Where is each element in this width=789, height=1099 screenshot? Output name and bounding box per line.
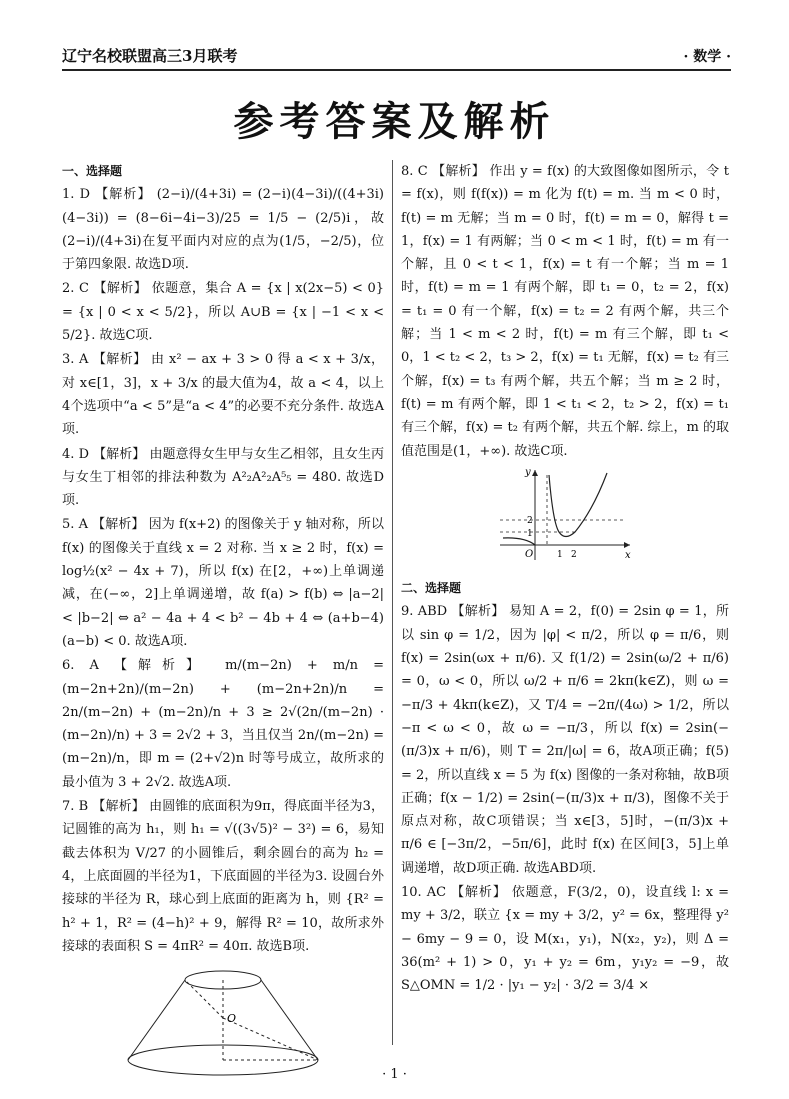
left-column xyxy=(62,160,384,1092)
solution-q6: 6. A 【解析】 m/(m−2n) + m/n = (m−2n+2n)/(m−2n) + (m−2n+2n)/n = 2n/(m−2n) + (m−2n)/n + 3 ≥ 2√(2n/(m−2n) · (m−2n)/n) + 3 = 2√2 + 3，当且仅当 2n/(m−2n) = (m−2n)/n，即 m = (2+√2)n 时等号成立，故所求的最小值为 3 + 2√2. 故选A项. xyxy=(62,658,384,790)
graph-tick-x2: 2 xyxy=(571,549,577,560)
solution-q9: 9. ABD 【解析】 易知 A = 2，f(0) = 2sin φ = 1，所以 sin φ = 1/2，因为 |φ| < π/2，所以 φ = π/6，则 f(x) = 2sin(ωx + π/6). 又 f(1/2) = 2sin(ω/2 + π/6) = 0，ω < 0，所以 ω/2 + π/6 = 2kπ(k∈Z)，则 ω = −π/3 + 4kπ(k∈Z)，又 T/4 = −2π/(4ω) > 1/2，所以 −π < ω < 0，故 ω = −π/3，所以 f(x) = 2sin(−(π/3)x + π/6)，则 T = 2π/|ω| = 6，故A项正确；f(5) = 2，所以直线 x = 5 为 f(x) 图像的一条对称轴，故B项正确；f(x − 1/2) = 2sin(−(π/3)x + π/3)，图像不关于原点对称，故C项错误；当 x∈[3，5]时，−(π/3)x + π/6 ∈ [−3π/2，−5π/6]，此时 f(x) 在区间[3，5]上单调递增，故D项正确. 故选ABD项. xyxy=(401,604,729,876)
right-column xyxy=(401,160,729,999)
section-heading-choice: 一、选择题 xyxy=(62,164,123,178)
graph-tick-x1: 1 xyxy=(557,549,563,560)
graph-tick-y1: 1 xyxy=(527,528,533,539)
column-divider xyxy=(392,160,393,1045)
frustum-sphere-diagram xyxy=(118,960,328,1080)
section-heading-multi: 二、选择题 xyxy=(401,581,462,596)
graph-tick-y2: 2 xyxy=(527,515,533,526)
page-title: 参考答案及解析 xyxy=(233,99,556,145)
page-header xyxy=(62,40,731,71)
solution-q7: 7. B 【解析】 由圆锥的底面积为9π，得底面半径为3，记圆锥的高为 h₁，则 h₁ = √((3√5)² − 3²) = 6，易知截去体积为 V/27 的小圆锥后，剩余圆台的高为 h₂ = 4，上底面圆的半径为1，下底面圆的半径为3. 设圆台外接球的半径为 R，球心到上底面的距离为 h，则 {R² = h² + 1，R² = (4−h)² + 9，解得 R² = 10，故所求外接球的表面积 S = 4πR² = 40π. 故选B项. xyxy=(62,799,384,954)
function-graph xyxy=(495,465,635,565)
figure-label-o: O xyxy=(227,1012,237,1026)
solution-q8: 8. C 【解析】 作出 y = f(x) 的大致图像如图所示，令 t = f(x)，则 f(f(x)) = m 化为 f(t) = m. 当 m < 0 时，f(t) = m 无解；当 m = 0 时，f(t) = m = 0，解得 t = 1，f(x) = 1 有两解；当 0 < m < 1 时，f(t) = m 有一个解，且 0 < t < 1，f(x) = t 有一个解；当 m = 1 时，f(t) = m = 1 有两个解，即 t₁ = 0，t₂ = 2，f(x) = t₁ = 0 有一个解，f(x) = t₂ = 2 有两个解，共三个解；当 1 < m < 2 时，f(t) = m 有三个解，即 t₁ < 0，1 < t₂ < 2，t₃ > 2，f(x) = t₁ 无解，f(x) = t₂ 有三个解，f(x) = t₃ 有两个解，共五个解；当 m ≥ 2 时，f(t) = m 有两个解，即 1 < t₁ < 2，t₂ > 2，f(x) = t₁ 有三个解，f(x) = t₂ 有两个解，共五个解. 综上，m 的取值范围是(1，+∞). 故选C项. xyxy=(401,164,729,459)
solution-q5: 5. A 【解析】 因为 f(x+2) 的图像关于 y 轴对称，所以 f(x) 的图像关于直线 x = 2 对称. 当 x ≥ 2 时，f(x) = log½(x² − 4x + 7)，所以 f(x) 在[2，+∞)上单调递减，在(−∞，2]上单调递增，故 f(a) > f(b) ⇔ |a−2| < |b−2| ⇔ a² − 4a + 4 < b² − 4b + 4 ⇔ (a+b−4)(a−b) < 0. 故选A项. xyxy=(62,517,384,649)
solution-q10: 10. AC 【解析】 依题意，F(3/2，0)，设直线 l: x = my + 3/2，联立 {x = my + 3/2，y² = 6x，整理得 y² − 6my − 9 = 0，设 M(x₁，y₁)，N(x₂，y₂)，则 Δ = 36(m² + 1) > 0，y₁ + y₂ = 6m，y₁y₂ = −9，故 S△OMN = 1/2 · |y₁ − y₂| · 3/2 = 3/4 × xyxy=(401,885,729,994)
solution-q2: 2. C 【解析】 依题意，集合 A = {x | x(2x−5) < 0} = {x | 0 < x < 5/2}，所以 A∪B = {x | −1 < x < 5/2}. 故选C项. xyxy=(62,281,384,344)
page-number: · 1 · xyxy=(382,1067,407,1082)
solution-q1: 1. D 【解析】 (2−i)/(4+3i) = (2−i)(4−3i)/((4+3i)(4−3i)) = (8−6i−4i−3)/25 = 1/5 − (2/5)i，故(2−i)/(4+3i)在复平面内对应的点为(1/5，−2/5)，位于第四象限. 故选D项. xyxy=(62,187,384,273)
solution-q4: 4. D 【解析】 由题意得女生甲与女生乙相邻，且女生丙与女生丁相邻的排法种数为 A²₂A²₂A⁵₅ = 480. 故选D项. xyxy=(62,446,384,509)
header-exam-title: 辽宁名校联盟高三3月联考 xyxy=(62,47,238,65)
graph-origin-label: O xyxy=(525,548,534,560)
graph-x-label: x xyxy=(625,549,631,561)
function-graph-figure xyxy=(401,465,729,573)
header-subject: · 数学 · xyxy=(683,49,731,65)
solution-q3: 3. A 【解析】 由 x² − ax + 3 > 0 得 a < x + 3/x，对 x∈[1，3]，x + 3/x 的最大值为4，故 a < 4，以上4个选项中“a < 5”是“a < 4”的必要不充分条件. 故选A项. xyxy=(62,352,384,438)
graph-y-label: y xyxy=(525,466,531,478)
